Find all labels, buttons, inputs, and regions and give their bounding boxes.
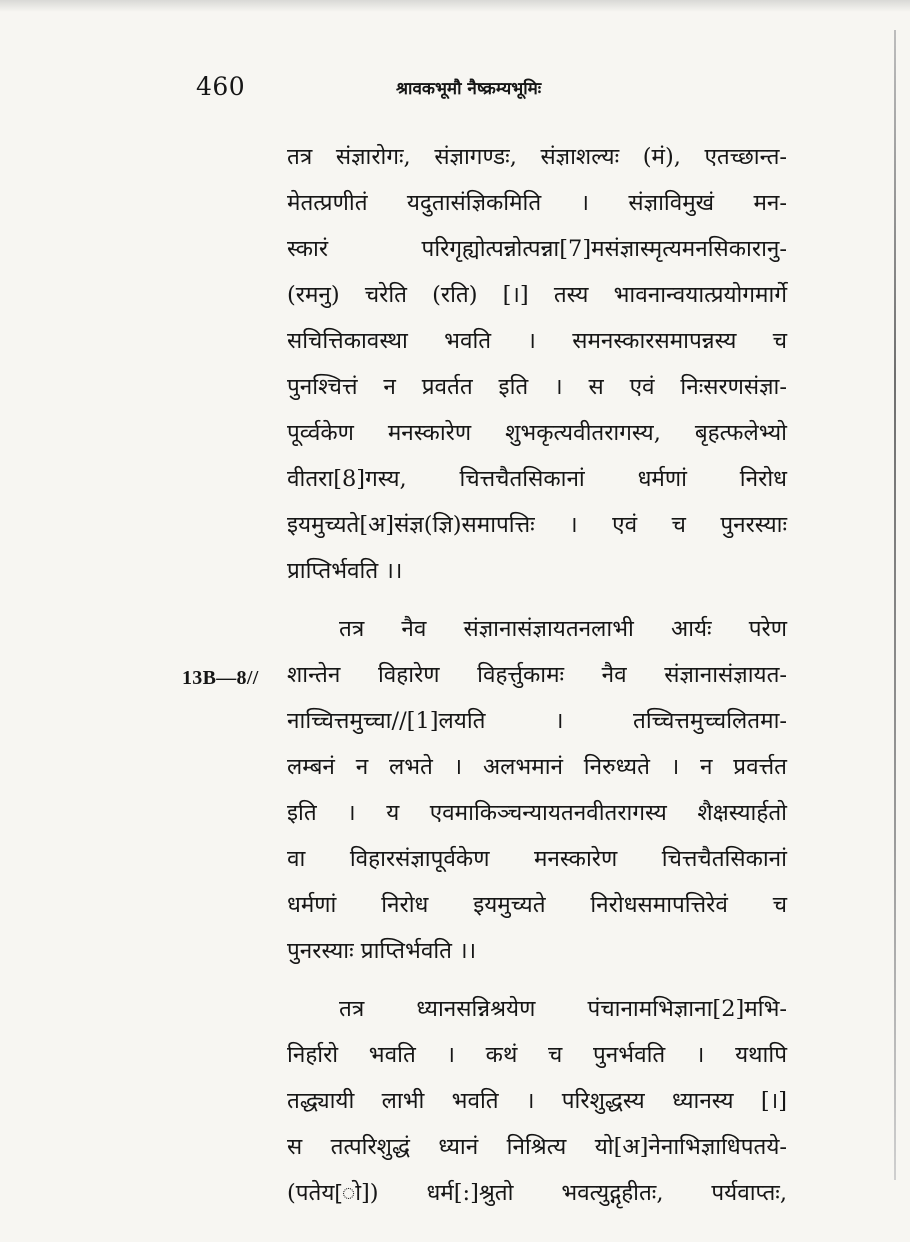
page-number: 460 — [196, 72, 246, 101]
text-line: निर्हारो भवति । कथं च पुनर्भवति । यथापि — [287, 1042, 787, 1068]
text-line: तत्र संज्ञारोगः, संज्ञागण्डः, संज्ञाशल्यः (मं), एतच्छान्त- — [287, 144, 787, 170]
text-line: सचित्तिकावस्था भवति । समनस्कारसमापन्नस्य च — [287, 328, 787, 354]
text-line: पूर्व्वकेण मनस्कारेण शुभकृत्यवीतरागस्य, बृहत्फलेभ्यो — [287, 420, 787, 446]
text-line: लम्बनं न लभते । अलभमानं निरुध्यते । न प्रवर्त्तत — [287, 754, 787, 780]
text-line: पुनरस्याः प्राप्तिर्भवति ।। — [287, 938, 477, 964]
text-line: धर्मणां निरोध इयमुच्यते निरोधसमापत्तिरेवं च — [287, 892, 787, 918]
sanskrit-text-body — [287, 134, 787, 1216]
text-line: तत्र ध्यानसन्निश्रयेण पंचानामभिज्ञाना[2]मभि- — [339, 996, 787, 1022]
page-header — [196, 72, 796, 108]
text-line: पुनश्चित्तं न प्रवर्तत इति । स एवं निःसरणसंज्ञा- — [287, 374, 787, 400]
text-line: इति । य एवमाकिञ्चन्यायतनवीतरागस्य शैक्षस्यार्हतो — [287, 800, 787, 826]
page-top-shadow — [0, 0, 910, 12]
text-line: प्राप्तिर्भवति ।। — [287, 558, 403, 584]
text-line: तत्र नैव संज्ञानासंज्ञायतनलाभी आर्यः परेण — [339, 616, 787, 642]
text-line: (पतेय[ो]) धर्म[:]श्रुतो भवत्युद्गृहीतः, पर्यवाप्तः, — [287, 1180, 787, 1206]
paragraph-gap — [287, 594, 787, 606]
text-line: नाच्चित्तमुच्चा//[1]लयति । तच्चित्तमुच्चलितमा- — [287, 708, 787, 734]
text-line: इयमुच्यते[अ]संज्ञ(ज्ञि)समापत्तिः । एवं च पुनरस्याः — [287, 512, 787, 538]
page-edge-shadow — [894, 30, 896, 1180]
text-line: स्कारं परिगृह्योत्पन्नोत्पन्ना[7]मसंज्ञास्मृत्यमनसिकारानु- — [287, 236, 787, 262]
text-line: मेतत्प्रणीतं यदुतासंज्ञिकमिति । संज्ञाविमुखं मन- — [287, 190, 787, 216]
folio-margin-note: 13B—8// — [182, 667, 259, 689]
running-title: श्रावकभूमौ नैष्क्रम्यभूमिः — [396, 79, 542, 99]
text-line: वा विहारसंज्ञापूर्वकेण मनस्कारेण चित्तचैतसिकानां — [287, 846, 787, 872]
text-line: वीतरा[8]गस्य, चित्तचैतसिकानां धर्मणां निरोध — [287, 466, 787, 492]
text-line: शान्तेन विहारेण विहर्त्तुकामः नैव संज्ञानासंज्ञायत- — [287, 662, 787, 688]
text-line: (रमनु) चरेति (रति) [।] तस्य भावनान्वयात्प्रयोगमार्गे — [287, 282, 787, 308]
text-line: स तत्परिशुद्धं ध्यानं निश्रित्य यो[अ]नेनाभिज्ञाधिपतये- — [287, 1134, 787, 1160]
paragraph-gap — [287, 974, 787, 986]
text-line: तद्ध्यायी लाभी भवति । परिशुद्धस्य ध्यानस्य [।] — [287, 1088, 787, 1114]
